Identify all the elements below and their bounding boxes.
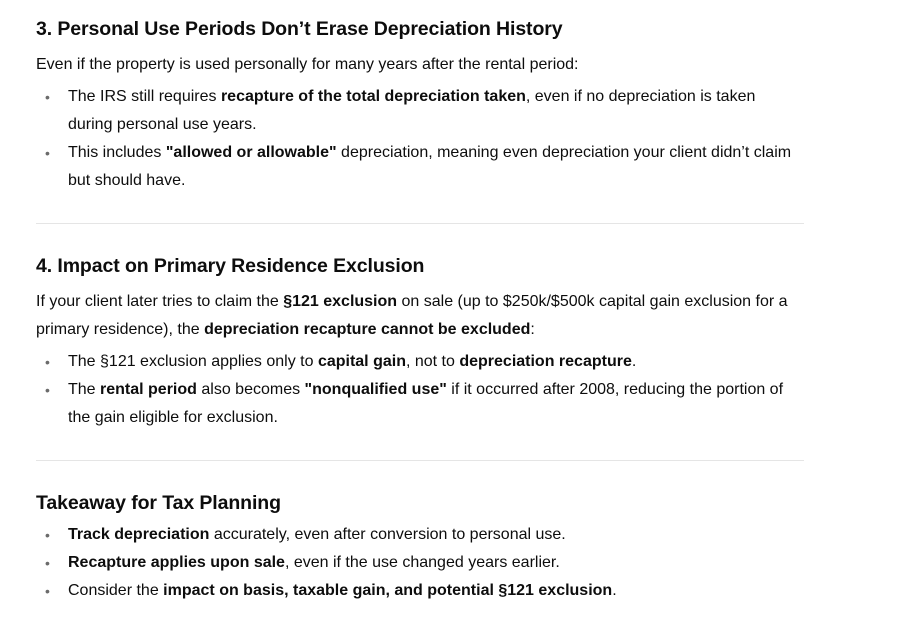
section-heading: Takeaway for Tax Planning	[36, 492, 281, 514]
bullet-icon: •	[45, 382, 50, 398]
section-heading: 3. Personal Use Periods Don’t Erase Depreciation History	[36, 18, 563, 40]
bullet-icon: •	[45, 555, 50, 571]
section-divider	[36, 223, 804, 224]
bullet-list	[36, 348, 804, 432]
list-item: • Track depreciation accurately, even after conversion to personal use.	[36, 521, 804, 549]
list-item: • This includes "allowed or allowable" depreciation, meaning even depreciation your client didn’t claim but should have.	[36, 139, 804, 195]
bullet-list	[36, 521, 804, 605]
list-item: • Recapture applies upon sale, even if the use changed years earlier.	[36, 549, 804, 577]
list-item: • The IRS still requires recapture of the total depreciation taken, even if no depreciation is taken during personal use years.	[36, 83, 804, 139]
bullet-icon: •	[45, 527, 50, 543]
bullet-list	[36, 83, 804, 195]
section-heading: 4. Impact on Primary Residence Exclusion	[36, 255, 425, 277]
list-item: • Consider the impact on basis, taxable gain, and potential §121 exclusion.	[36, 577, 804, 605]
bullet-icon: •	[45, 354, 50, 370]
section-intro: Even if the property is used personally for many years after the rental period:	[36, 56, 579, 73]
section-divider	[36, 460, 804, 461]
section-intro: If your client later tries to claim the §121 exclusion on sale (up to $250k/$500k capital gain exclusion for a primary residence), the depreciation recapture cannot be excluded:	[36, 293, 788, 338]
bullet-icon: •	[45, 583, 50, 599]
bullet-icon: •	[45, 89, 50, 105]
list-item: • The §121 exclusion applies only to capital gain, not to depreciation recapture.	[36, 348, 804, 376]
list-item: • The rental period also becomes "nonqualified use" if it occurred after 2008, reducing the portion of the gain eligible for exclusion.	[36, 376, 804, 432]
bullet-icon: •	[45, 145, 50, 161]
